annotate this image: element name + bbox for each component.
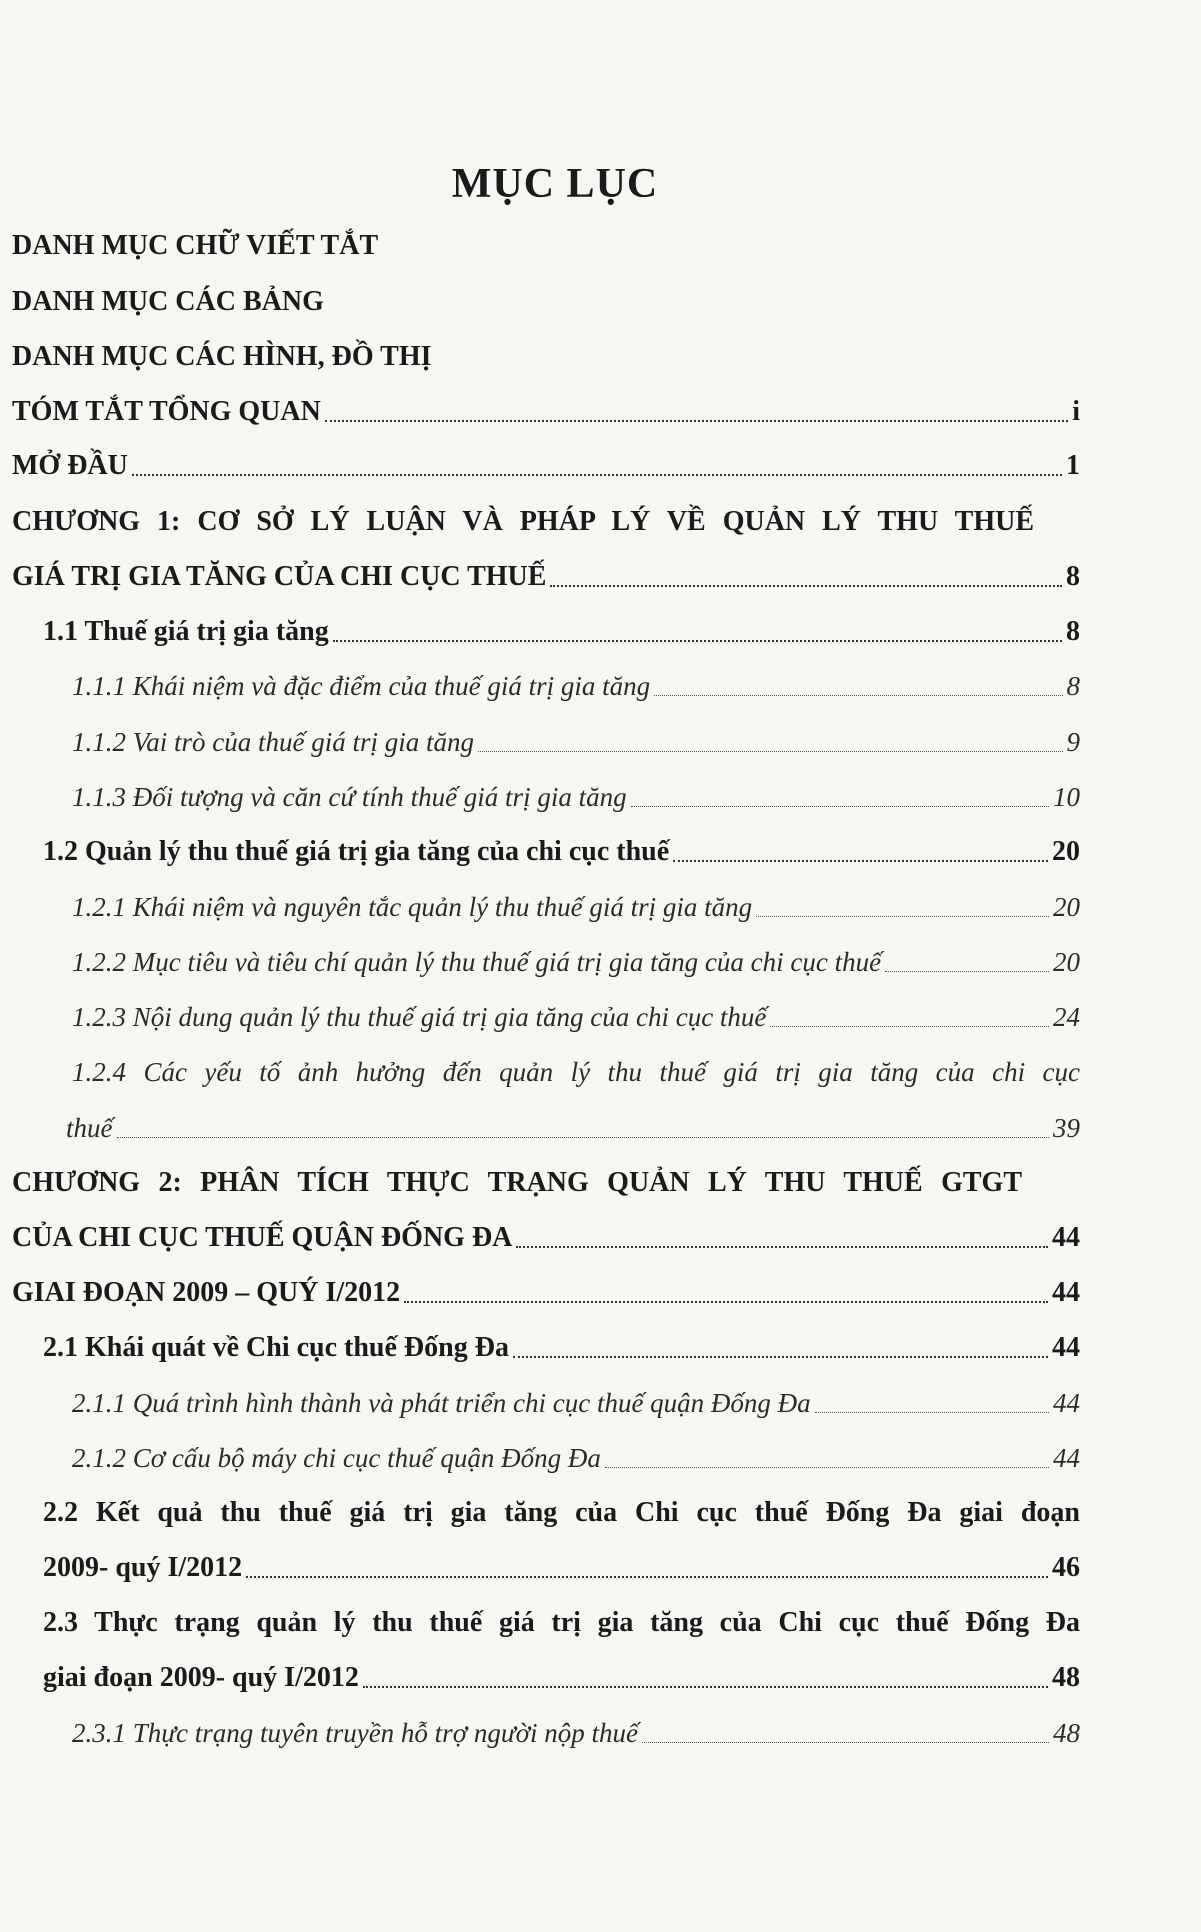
- dot-leader: [404, 1301, 1048, 1303]
- dot-leader: [516, 1246, 1048, 1248]
- toc-entry-page: 44: [1053, 1388, 1080, 1418]
- toc-entry: [43, 832, 1080, 872]
- toc-entry: [72, 1383, 1080, 1423]
- toc-entry-text: DANH MỤC CHỮ VIẾT TẮT: [12, 230, 379, 261]
- toc-entry: [43, 1603, 1080, 1643]
- dot-leader: [605, 1467, 1049, 1468]
- toc-entry-text: 1.2.2 Mục tiêu và tiêu chí quản lý thu thuế giá trị gia tăng của chi cục thuế: [72, 947, 882, 977]
- toc-entry-text: 2.3 Thực trạng quản lý thu thuế giá trị gia tăng của Chi cục thuế Đống Đa: [43, 1607, 1080, 1638]
- toc-entry-text: CHƯƠNG 1: CƠ SỞ LÝ LUẬN VÀ PHÁP LÝ VỀ QUẢN LÝ THU THUẾ: [12, 506, 1034, 537]
- toc-entry-text: 1.1.1 Khái niệm và đặc điểm của thuế giá trị gia tăng: [72, 671, 651, 701]
- toc-entry: [72, 997, 1080, 1037]
- toc-entry: [72, 777, 1080, 817]
- toc-entry-page: 9: [1066, 727, 1080, 757]
- toc-entry: [43, 612, 1080, 652]
- toc-entry: [72, 887, 1080, 927]
- dot-leader: [631, 806, 1049, 807]
- toc-entry: [43, 1658, 1080, 1698]
- toc-entry: [12, 557, 1080, 597]
- toc-entry: [12, 282, 1080, 322]
- toc-entry-text: 1.2.1 Khái niệm và nguyên tắc quản lý thu thuế giá trị gia tăng: [72, 892, 753, 922]
- toc-entry-page: 39: [1053, 1113, 1080, 1143]
- dot-leader: [550, 585, 1062, 587]
- page-title: MỤC LỤC: [451, 161, 659, 207]
- toc-entry: [43, 1328, 1080, 1368]
- toc-entry-page: 1: [1066, 450, 1080, 481]
- toc-entry: [12, 1163, 1022, 1203]
- toc-entry: [43, 1548, 1080, 1588]
- toc-entry-page: 20: [1052, 836, 1080, 867]
- dot-leader: [132, 474, 1062, 476]
- dot-leader: [770, 1026, 1049, 1027]
- toc-entry-page: 8: [1066, 671, 1080, 701]
- dot-leader: [363, 1686, 1048, 1688]
- toc-entry-page: 48: [1052, 1662, 1080, 1693]
- dot-leader: [117, 1137, 1050, 1138]
- dot-leader: [815, 1412, 1049, 1413]
- toc-entry-text: GIAI ĐOẠN 2009 – QUÝ I/2012: [12, 1277, 401, 1308]
- toc-entry-page: 48: [1053, 1718, 1080, 1748]
- toc-entry-page: 44: [1052, 1332, 1080, 1363]
- toc-entry-text: 2009- quý I/2012: [43, 1552, 243, 1583]
- toc-entry-page: 44: [1053, 1443, 1080, 1473]
- dot-leader: [246, 1576, 1048, 1578]
- toc-entry: [72, 1713, 1080, 1753]
- toc-entry: [72, 1052, 1080, 1092]
- toc-entry-text: 2.1.2 Cơ cấu bộ máy chi cục thuế quận Đống Đa: [72, 1443, 601, 1473]
- toc-entry: [72, 666, 1080, 706]
- toc-entry-text: 1.2.3 Nội dung quản lý thu thuế giá trị gia tăng của chi cục thuế: [72, 1002, 767, 1032]
- toc-entry-page: 10: [1053, 782, 1080, 812]
- toc-entry-text: 2.3.1 Thực trạng tuyên truyền hỗ trợ người nộp thuế: [72, 1718, 638, 1748]
- toc-entry-text: CHƯƠNG 2: PHÂN TÍCH THỰC TRẠNG QUẢN LÝ THU THUẾ GTGT: [12, 1167, 1022, 1198]
- toc-entry-text: 1.1 Thuế giá trị gia tăng: [43, 616, 329, 647]
- toc-entry-text: 1.2 Quản lý thu thuế giá trị gia tăng của chi cục thuế: [43, 836, 670, 867]
- toc-entry-text: thuế: [66, 1113, 113, 1143]
- toc-entry: [12, 337, 1080, 377]
- toc-entry-text: 2.1.1 Quá trình hình thành và phát triển chi cục thuế quận Đống Đa: [72, 1388, 811, 1418]
- toc-entry-text: 1.2.4 Các yếu tố ảnh hưởng đến quản lý thu thuế giá trị gia tăng của chi cục: [72, 1057, 1080, 1087]
- toc-entry-text: 1.1.2 Vai trò của thuế giá trị gia tăng: [72, 727, 474, 757]
- dot-leader: [756, 916, 1049, 917]
- toc-entry-page: 46: [1052, 1552, 1080, 1583]
- toc-entry: [12, 1218, 1080, 1258]
- toc-entry-text: 1.1.3 Đối tượng và căn cứ tính thuế giá trị gia tăng: [72, 782, 627, 812]
- toc-entry-text: MỞ ĐẦU: [12, 450, 128, 481]
- toc-entry-page: 44: [1052, 1222, 1080, 1253]
- toc-entry-text: DANH MỤC CÁC BẢNG: [12, 286, 324, 317]
- dot-leader: [333, 640, 1062, 642]
- toc-entry-text: 2.2 Kết quả thu thuế giá trị gia tăng của Chi cục thuế Đống Đa giai đoạn: [43, 1497, 1080, 1528]
- dot-leader: [642, 1742, 1049, 1743]
- toc-entry-text: giai đoạn 2009- quý I/2012: [43, 1662, 359, 1693]
- toc-entry: [72, 942, 1080, 982]
- dot-leader: [325, 420, 1068, 422]
- toc-entry-text: TÓM TẮT TỔNG QUAN: [12, 396, 321, 427]
- toc-entry: [12, 1273, 1080, 1313]
- toc-entry: [12, 392, 1080, 432]
- toc-entry: [12, 446, 1080, 486]
- toc-entry-text: GIÁ TRỊ GIA TĂNG CỦA CHI CỤC THUẾ: [12, 561, 547, 592]
- toc-entry-page: 44: [1052, 1277, 1080, 1308]
- toc-entry-page: i: [1072, 396, 1080, 427]
- toc-entry: [12, 226, 1080, 266]
- toc-entry-text: 2.1 Khái quát về Chi cục thuế Đống Đa: [43, 1332, 509, 1363]
- toc-entry-page: 8: [1066, 616, 1080, 647]
- toc-entry-page: 20: [1053, 892, 1080, 922]
- toc-entry: [43, 1493, 1080, 1533]
- toc-entry-page: 20: [1053, 947, 1080, 977]
- toc-entry: [72, 722, 1080, 762]
- dot-leader: [478, 751, 1063, 752]
- toc-entry: [12, 502, 1034, 542]
- dot-leader: [673, 860, 1048, 862]
- toc-entry: [66, 1108, 1080, 1148]
- dot-leader: [654, 695, 1062, 696]
- toc-entry-text: CỦA CHI CỤC THUẾ QUẬN ĐỐNG ĐA: [12, 1222, 513, 1253]
- dot-leader: [513, 1356, 1048, 1358]
- dot-leader: [885, 971, 1049, 972]
- toc-entry-text: DANH MỤC CÁC HÌNH, ĐỒ THỊ: [12, 341, 432, 372]
- toc-entry-page: 8: [1066, 561, 1080, 592]
- toc-entry: [72, 1438, 1080, 1478]
- toc-entry-page: 24: [1053, 1002, 1080, 1032]
